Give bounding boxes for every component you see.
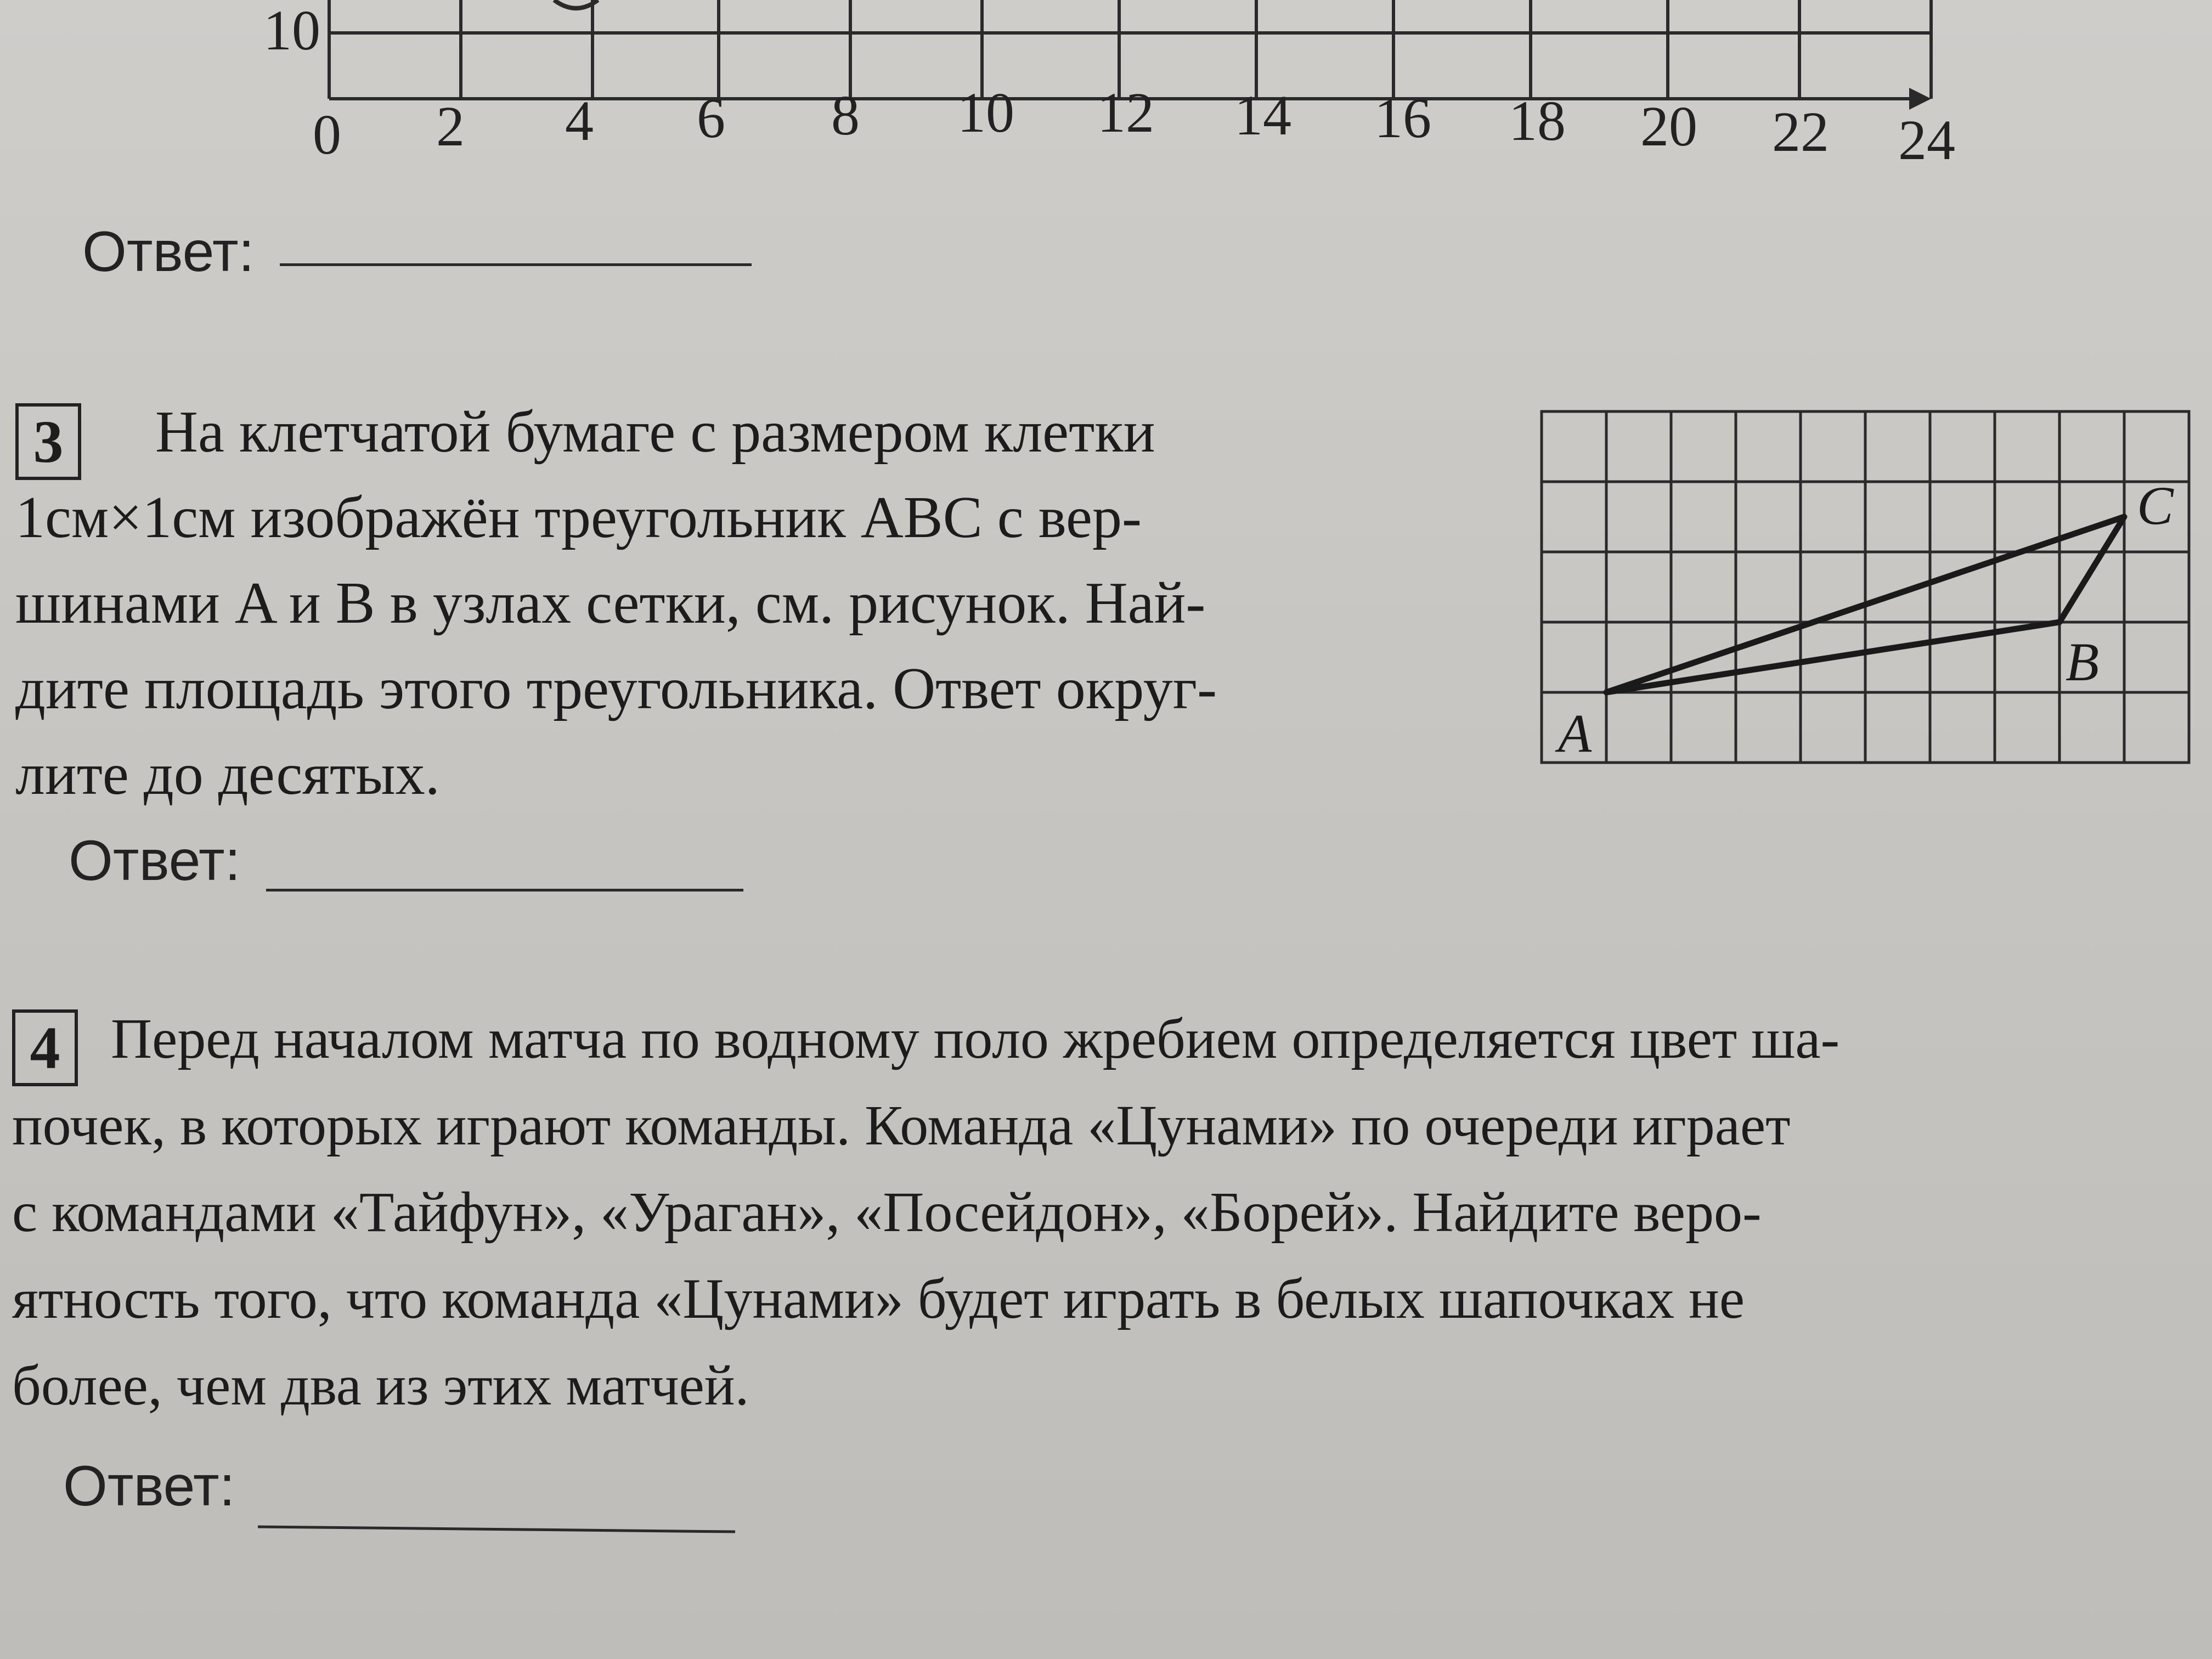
answer-field[interactable] <box>280 263 752 266</box>
task4-line: более, чем два из этих матчей. <box>12 1354 749 1417</box>
triangle-figure <box>1531 400 2200 774</box>
x-tick-label: 14 <box>1234 84 1291 147</box>
answer-field[interactable] <box>258 1525 735 1533</box>
x-tick-label: 22 <box>1772 100 1829 163</box>
task3-line: дите площадь этого треугольника. Ответ округ- <box>15 656 1217 721</box>
task3-line: 1см×1см изображён треугольник ABC с вер- <box>15 485 1142 550</box>
task4-line: почек, в которых играют команды. Команда «Цунами» по очереди играет <box>12 1094 1791 1157</box>
answer-label: Ответ: <box>69 829 241 893</box>
vertex-c-label: C <box>2137 475 2174 536</box>
vertex-b-label: B <box>2066 631 2100 692</box>
grid <box>1542 411 2189 763</box>
x-tick-label: 10 <box>957 81 1014 144</box>
task-number-badge: 3 <box>15 403 81 480</box>
task3-line: лите до десятых. <box>15 742 440 807</box>
task3-text <box>15 390 1217 817</box>
x-tick-label: 6 <box>697 87 725 150</box>
answer-field[interactable] <box>266 889 743 891</box>
x-tick-label: 24 <box>1898 109 1955 172</box>
task3-line: шинами A и B в узлах сетки, см. рисунок. Най- <box>15 571 1206 636</box>
x-tick-label: 12 <box>1097 81 1154 144</box>
task4-line: с командами «Тайфун», «Ураган», «Посейдон», «Борей». Найдите веро- <box>12 1181 1762 1244</box>
top-graph <box>0 0 2212 181</box>
answer-label: Ответ: <box>82 220 255 284</box>
x-tick-label: 2 <box>436 95 465 158</box>
task-number-badge: 4 <box>12 1009 78 1086</box>
task4-line: ятность того, что команда «Цунами» будет играть в белых шапочках не <box>12 1267 1745 1330</box>
task4-text <box>12 996 1839 1429</box>
x-tick-label: 8 <box>831 84 860 147</box>
x-tick-label: 18 <box>1509 89 1566 153</box>
x-tick-label: 20 <box>1640 95 1697 158</box>
x-tick-label: 0 <box>313 103 341 166</box>
task3-line: На клетчатой бумаге с размером клетки <box>155 399 1155 465</box>
vertex-a-label: A <box>1558 703 1592 764</box>
answer-label: Ответ: <box>63 1454 235 1518</box>
x-axis-arrow <box>1909 88 1931 110</box>
x-tick-label: 16 <box>1374 87 1431 150</box>
y-tick-label: 10 <box>263 0 320 62</box>
x-tick-label: 4 <box>565 89 594 153</box>
task4-line: Перед началом матча по водному поло жребием определяется цвет ша- <box>111 1007 1840 1070</box>
